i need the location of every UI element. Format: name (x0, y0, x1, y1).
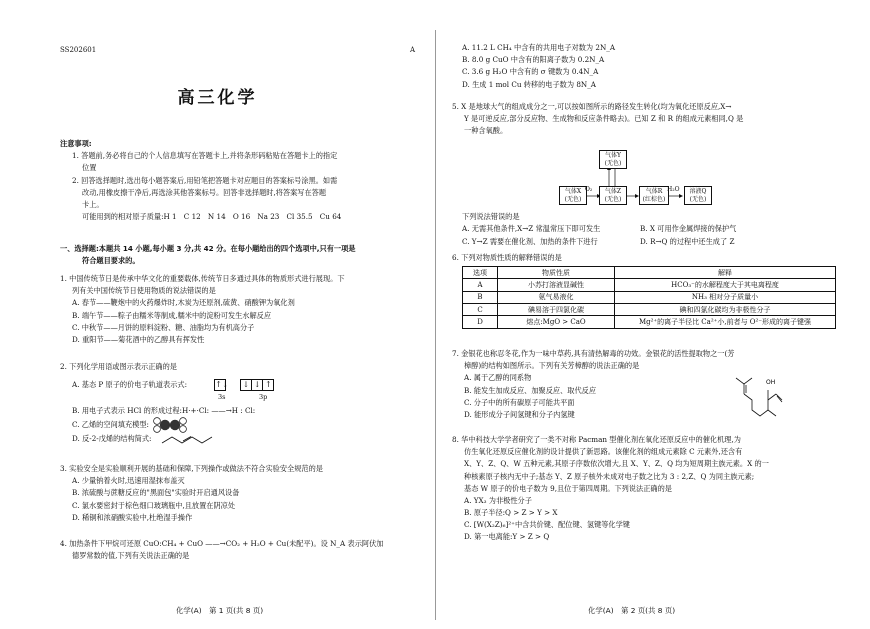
question-5 (452, 103, 847, 140)
q4-option-a: A. 11.2 L CH₄ 中含有的共用电子对数为 2N_A (462, 43, 616, 52)
linalool-structure (730, 372, 790, 426)
orbital-3p-3: ↑ (262, 379, 274, 391)
q2-option-c-row (60, 419, 420, 433)
q7-option-d: D. 能形成分子间氢键和分子内氢键 (464, 409, 575, 419)
paper-code: SS202601 (60, 46, 97, 54)
table-cell: 熔点:MgO > CaO (498, 316, 615, 328)
q3-option-c: C. 氯水要密封于棕色细口玻璃瓶中,且放置在阴凉处 (72, 500, 236, 510)
q5-stem: 5. X 是地球大气的组成成分之一,可以按如图所示的路径发生转化(均为氧化还原反应,X→ (452, 102, 732, 111)
q5-option-d: D. R→Q 的过程中还生成了 Z (640, 236, 735, 246)
q2-option-c: C. 乙烯的空间填充模型: (72, 420, 149, 430)
q4-option-d: D. 生成 1 mol Cu 转移的电子数为 8N_A (462, 79, 596, 89)
table-cell: NH₃ 相对分子质量小 (615, 291, 836, 303)
table-cell: C (463, 304, 498, 316)
q3-stem: 3. 实验安全是实验顺利开展的基础和保障,下列操作或做法不符合实验安全规范的是 (60, 464, 323, 473)
oh-label: OH (766, 379, 776, 386)
q8-option-a: A. YX₃ 为非极性分子 (464, 495, 532, 505)
q3-option-d: D. 稀铜和浓硝酸实验中,杜绝湿手操作 (72, 512, 193, 522)
q8-option-b: B. 原子半径:Q > Z > Y > X (464, 508, 558, 518)
table-header-row (463, 267, 836, 279)
table-cell: B (463, 291, 498, 303)
q8-option-c: C. [W(X₂Z)₆]²⁺中含共价键、配位键、氢键等化学键 (464, 520, 630, 530)
node-gas-x: 气体X (无色) (559, 186, 587, 205)
table-cell: HCO₃⁻的水解程度大于其电离程度 (615, 279, 836, 291)
q7-stem2: 樟醇)的结构如图所示。下列有关芳樟醇的说法正确的是 (464, 361, 640, 371)
q2-option-d: D. 反-2-戊烯的结构简式: (72, 434, 152, 444)
q2-option-a: A. 基态 P 原子的价电子轨道表示式: (72, 380, 188, 390)
table-row (463, 291, 836, 303)
q2-option-b: B. 用电子式表示 HCl 的形成过程:H·+·Cl: ——→H : Cl: (72, 406, 256, 416)
q7-option-c: C. 分子中的所有碳原子可能共平面 (464, 397, 575, 407)
node-gas-y: 气体Y (无色) (599, 150, 627, 169)
q5-option-c: C. Y→Z 需要在催化剂、加热的条件下进行 (462, 236, 598, 246)
node-gas-z: 气体Z (无色) (599, 186, 627, 205)
q5-flow-diagram (555, 148, 735, 212)
q1-stem: 1. 中国传统节日是传承中华文化的重要载体,传统节日多通过具体的物质形式进行展现。下 (60, 274, 345, 283)
orbital-label-3s: 3s (218, 393, 226, 402)
q5-option-b: B. X 可用作金属焊接的保护气 (640, 224, 737, 234)
q2-option-a-row (60, 375, 420, 403)
table-header: 解释 (615, 267, 836, 279)
q1-option-c: C. 中秋节——月饼的原料淀粉、糖、油脂均为有机高分子 (72, 322, 255, 332)
q5-stem4: 下列说法错误的是 (462, 212, 520, 221)
table-cell: 氨气易液化 (498, 291, 615, 303)
q2-stem: 2. 下列化学用语或图示表示正确的是 (60, 362, 177, 371)
q6-stem: 6. 下列对物质性质的解释错误的是 (452, 253, 562, 262)
q5-stem3: 一种含氧酸。 (464, 126, 508, 136)
question-1 (60, 275, 420, 348)
footer-right: 化学(A) 第 2 页(共 8 页) (588, 606, 676, 615)
table-row (463, 279, 836, 291)
notice-heading: 注意事项: (60, 139, 92, 148)
notice-item: 位置 (82, 163, 97, 173)
q1-option-b: B. 端午节——粽子由糯米等制成,糯米中的淀粉可发生水解反应 (72, 310, 272, 320)
node-gas-r: 气体R (红棕色) (639, 186, 669, 205)
q7-option-b: B. 能发生加成反应、加聚反应、取代反应 (464, 385, 597, 395)
notice-item: 1. 答题前,务必将自己的个人信息填写在答题卡上,并将条形码粘贴在答题卡上的指定 (72, 151, 338, 161)
question-4-stem (60, 540, 420, 564)
q8-stem4: 种核素原子核内无中子;基态 Y、Z 原子核外未成对电子数之比为 3 : 2,Z、Q 为同主族元素; (464, 471, 755, 481)
section-heading-line2: 符合题目要求的。 (82, 256, 140, 266)
q1-option-a: A. 春节——鞭炮中的火药爆炸时,木炭为还原剂,硫黄、硝酸钾为氧化剂 (72, 298, 295, 308)
label-h2o: H₂O (667, 186, 680, 193)
table-cell: 小苏打溶液显碱性 (498, 279, 615, 291)
section-heading-line1: 一、选择题:本题共 14 小题,每小题 3 分,共 42 分。在每小题给出的四个选项中,只有一项是 (60, 244, 356, 253)
trans-2-pentene-structure (160, 433, 220, 447)
orbital-3p-1: ↓ (240, 379, 252, 391)
q4-option-c: C. 3.6 g H₂O 中含有的 σ 键数为 0.4N_A (462, 67, 599, 77)
table-cell: A (463, 279, 498, 291)
q3-option-b: B. 浓硫酸与蔗糖反应的"黑面包"实验时开启通风设备 (72, 488, 240, 498)
q3-option-a: A. 少量钠着火时,迅速用湿抹布盖灭 (72, 476, 185, 486)
q8-stem2: 仿生氧化还原反应催化剂的设计提供了新思路。该催化剂的组成元素除 C 元素外,还含有 (464, 447, 743, 457)
table-row (463, 316, 836, 328)
notice-section (60, 140, 420, 225)
table-header: 物质性质 (498, 267, 615, 279)
question-6 (452, 254, 847, 329)
q8-stem: 8. 华中科技大学学者研究了一类不对称 Pacman 型催化剂在氧化还原反应中的催化机理,为 (452, 435, 741, 444)
notice-item: 2. 回答选择题时,选出每小题答案后,用铅笔把答题卡对应题目的答案标号涂黑。如需 (72, 175, 338, 185)
table-cell: 碘和四氯化碳均为非极性分子 (615, 304, 836, 316)
q4-stem: 4. 加热条件下甲烷可还原 CuO:CH₄ + CuO ——→CO₂ + H₂O + Cu(未配平)。设 N_A 表示阿伏加 (60, 539, 384, 548)
table-row (463, 304, 836, 316)
notice-item: 可能用到的相对原子质量:H 1 C 12 N 14 O 16 Na 23 Cl 35.5 Cu 64 (82, 212, 342, 222)
node-solution-q: 溶液Q (无色) (684, 186, 712, 205)
question-2 (60, 363, 420, 447)
orbital-3s: ↑↓ (215, 380, 229, 390)
q2-option-d-row (60, 433, 420, 447)
q4-option-b: B. 8.0 g CuO 中含有的阳离子数为 0.2N_A (462, 55, 605, 65)
q5-option-a: A. 无需其他条件,X→Z 常温常压下即可发生 (462, 224, 601, 234)
q4-stem2: 德罗常数的值,下列有关说法正确的是 (72, 551, 190, 561)
notice-item: 改动,用橡皮擦干净后,再选涂其他答案标号。回答非选择题时,将答案写在答题 (82, 187, 327, 197)
question-5-options (462, 213, 842, 250)
q5-stem2: Y 是可逆反应,部分反应物、生成物和反应条件略去)。已知 Z 和 R 的组成元素相同,Q 是 (464, 114, 744, 124)
section-heading (60, 245, 420, 269)
q8-option-d: D. 第一电离能:Y > Z > Q (464, 532, 550, 542)
notice-item: 卡上。 (82, 199, 104, 209)
question-4-options (462, 44, 842, 93)
page-title: 高三化学 (177, 88, 258, 108)
label-o2: O₂ (585, 186, 593, 193)
orbital-3p-2: ↓ (251, 379, 263, 391)
orbital-diagram (215, 379, 274, 391)
q8-stem3: X、Y、Z、Q、W 五种元素,其原子序数依次增大,且 X、Y、Z、Q 均为短周期主族元素。X 的一 (464, 459, 769, 469)
paper-version: A (410, 46, 416, 54)
footer-left: 化学(A) 第 1 页(共 8 页) (176, 606, 264, 615)
question-3 (60, 465, 420, 526)
table-cell: D (463, 316, 498, 328)
q7-stem: 7. 金银花也称忍冬花,作为一味中草药,具有清热解毒的功效。金银花的活性提取物之一(芳 (452, 349, 735, 358)
ethylene-model-image (148, 417, 192, 433)
q8-stem5: 基态 W 原子的价电子数为 9,且位于第四周期。下列说法正确的是 (464, 483, 672, 493)
table-header: 选项 (463, 267, 498, 279)
q1-stem2: 列有关中国传统节日使用物质的说法错误的是 (72, 286, 216, 296)
page-divider (435, 30, 436, 620)
question-8 (452, 436, 847, 546)
table-cell: Mg²⁺的离子半径比 Ca²⁺小,前者与 O²⁻形成的离子键强 (615, 316, 836, 328)
q7-option-a: A. 属于乙醇的同系物 (464, 373, 532, 383)
table-cell: 碘易溶于四氯化碳 (498, 304, 615, 316)
orbital-label-3p: 3p (259, 393, 268, 402)
q1-option-d: D. 重阳节——菊花酒中的乙醇具有挥发性 (72, 334, 205, 344)
q6-table (462, 266, 836, 329)
